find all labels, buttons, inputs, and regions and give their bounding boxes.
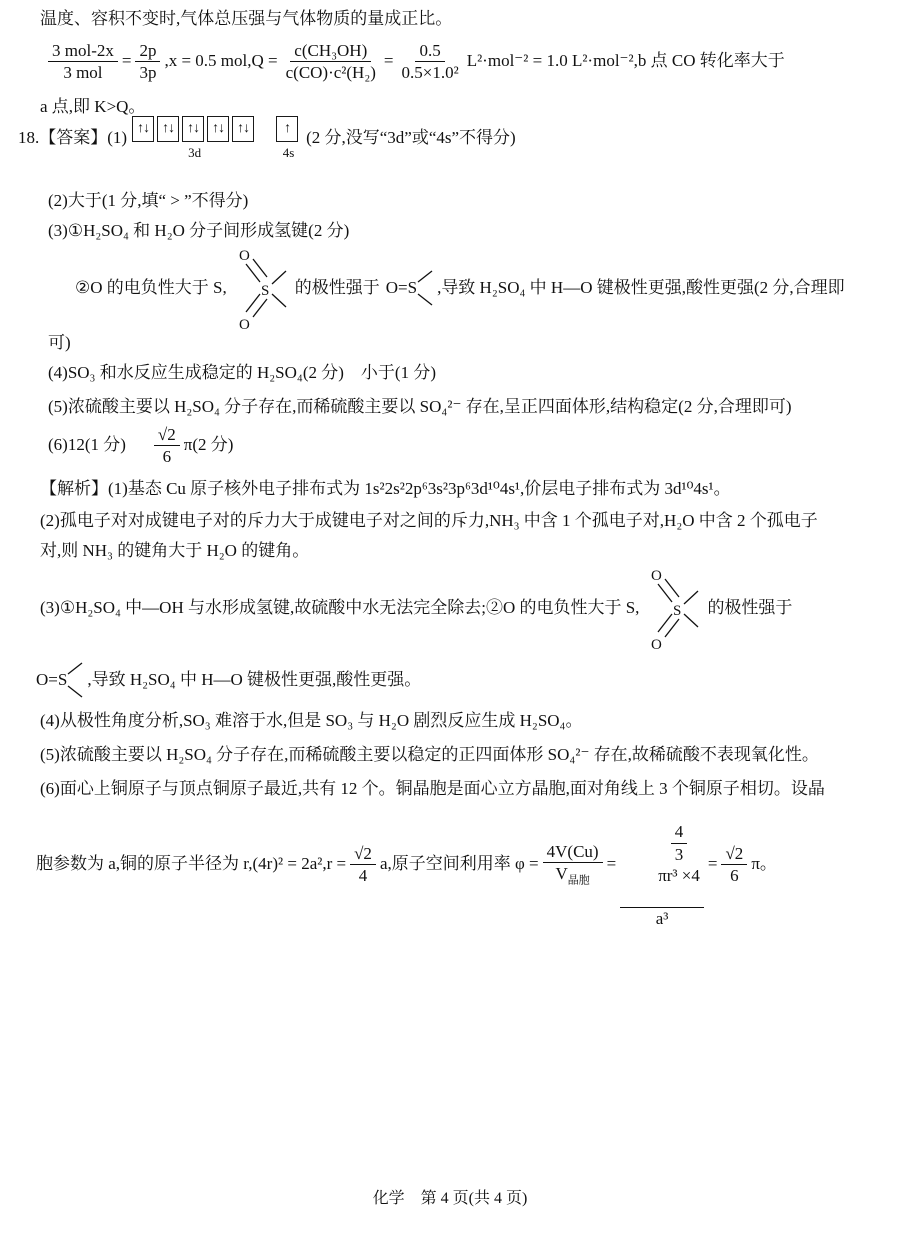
q18-part3a-text: (3)①H₂SO₄ 和 H₂O 分子间形成氢键(2 分) [48, 221, 350, 240]
answer-text: 的极性强于 [294, 277, 380, 297]
fraction-sqrt2-over-6 [721, 843, 747, 887]
orbital-box: ↑↓ [232, 116, 254, 142]
fraction-numerator: 3 mol-2x [48, 40, 118, 62]
fraction-denominator: 6 [730, 866, 739, 886]
q18-part3b-line [75, 244, 845, 332]
fraction-numerator: 2p [135, 40, 160, 62]
fraction-denominator: a³ [655, 909, 669, 929]
explanation-line3b [36, 660, 421, 700]
oxygen-atom-label: O [651, 637, 663, 652]
orbital-box: ↑ [276, 116, 298, 142]
explanation-text: a,原子空间利用率 φ = [379, 854, 539, 874]
explanation-line5: (5)浓硫酸主要以 H₂SO₄ 分子存在,而稀硫酸主要以稳定的正四面体形 SO₄²⁻ 存在,故稀硫酸不表现氧化性。 [40, 745, 819, 764]
explanation-line3a [40, 564, 792, 652]
fraction-numerator: 4 [671, 821, 688, 843]
orbital-diagram-3d [132, 116, 257, 162]
sulfinyl-bonds-diagram [67, 660, 85, 700]
fraction-denominator: 3 mol [63, 63, 103, 83]
orbital-label-3d: 3d [188, 145, 202, 160]
q18-part3b-continuation: 可) [48, 333, 71, 352]
explanation-text: 的极性强于 [707, 597, 793, 617]
sulfinyl-bonds-diagram [417, 268, 435, 308]
q18-answer-line1 [18, 116, 516, 162]
equals-sign: = [606, 854, 617, 874]
orbital-box-row [132, 116, 257, 142]
fraction-denominator: 3 [674, 844, 684, 864]
explanation-line2b: 对,则 NH₃ 的键角大于 H₂O 的键角。 [40, 541, 310, 560]
answer-text: π(2 分) [183, 435, 234, 455]
answer-label: 【答案】 [39, 128, 108, 148]
oxygen-atom-label: O [651, 568, 663, 584]
fraction-denominator: 3p [139, 63, 157, 83]
fraction-numerator: √2 [721, 843, 747, 865]
explanation-text: (1)基态 Cu 原子核外电子排布式为 1s²2s²2p⁶3s²3p⁶3d¹⁰4s¹,价层电子排布式为 3d¹⁰4s¹。 [108, 479, 731, 498]
orbital-label-4s: 4s [282, 145, 295, 160]
sulfuryl-structure-diagram [231, 244, 291, 332]
equals-sign: = [121, 51, 132, 71]
fraction-q-expression [282, 40, 380, 84]
math-text: πr³ ×4 [658, 865, 700, 885]
q18-part5-text: (5)浓硫酸主要以 H₂SO₄ 分子存在,而稀硫酸主要以 SO₄²⁻ 存在,呈正四面体形,结构稳定(2 分,合理即可) [48, 397, 792, 416]
orbital-diagram-4s [276, 116, 301, 162]
explanation-text: (3)①H₂SO₄ 中—OH 与水形成氢键,故硫酸中水无法完全除去;②O 的电负性大于 S, [40, 597, 640, 617]
fraction-denominator: 6 [162, 447, 172, 467]
fraction-denominator: 4 [358, 866, 368, 886]
fraction-denominator: c(CO)·c²(H₂) [285, 63, 376, 83]
equals-sign: = [383, 51, 394, 71]
fraction-mol [48, 40, 118, 84]
orbital-box: ↑↓ [207, 116, 229, 142]
q17-intro-text: 温度、容积不变时,气体总压强与气体物质的量成正比。 [40, 9, 453, 28]
q17-formula-line [44, 40, 785, 84]
part-number: (1) [107, 128, 128, 148]
answer-text: ②O 的电负性大于 S, [75, 277, 227, 297]
unit-cell-subscript: 晶胞 [567, 874, 590, 887]
scoring-note: (2 分,没写“3d”或“4s”不得分) [306, 128, 516, 148]
fraction-numerator [620, 800, 704, 908]
explanation-text: ,导致 H₂SO₄ 中 H—O 键极性更强,酸性更强。 [87, 669, 422, 689]
explanation-line2a: (2)孤电子对对成键电子对的斥力大于成键电子对之间的斥力,NH₃ 中含 1 个孤电子对,H₂O 中含 2 个孤电子 [40, 511, 818, 530]
math-text: ,x = 0.5 mol,Q = [164, 51, 278, 71]
orbital-box: ↑↓ [182, 116, 204, 142]
volume-symbol: V [555, 864, 568, 884]
fraction-numerator: 0.5 [415, 40, 444, 62]
fraction-denominator [551, 863, 593, 888]
fraction-sphere-volume [620, 800, 704, 930]
explanation-line6a: (6)面心上铜原子与顶点铜原子最近,共有 12 个。铜晶胞是面心立方晶胞,面对角线上 3 个铜原子相切。设晶 [40, 779, 825, 798]
orbital-box: ↑↓ [132, 116, 154, 142]
page-footer: 化学 第 4 页(共 4 页) [372, 1190, 528, 1207]
fraction-packing-ratio [543, 841, 603, 888]
question-number: 18. [18, 128, 40, 148]
q17-conclusion-text: a 点,即 K>Q。 [40, 97, 146, 116]
math-text: L²·mol⁻² = 1.0 L²·mol⁻²,b 点 CO 转化率大于 [466, 51, 785, 71]
sulfuryl-structure-diagram [643, 564, 703, 652]
explanation-text: π。 [751, 854, 777, 874]
orbital-box: ↑↓ [157, 116, 179, 142]
fraction-numerator: √2 [154, 424, 180, 446]
fraction-pressure [135, 40, 160, 84]
answer-text: ,导致 H₂SO₄ 中 H—O 键极性更强,酸性更强(2 分,合理即 [437, 277, 845, 297]
sulfur-atom-label: S [260, 283, 270, 299]
explanation-text: 胞参数为 a,铜的原子半径为 r,(4r)² = 2a²,r = [36, 854, 347, 874]
answer-text: (6)12(1 分) [48, 435, 126, 455]
oxygen-atom-label: O [238, 317, 250, 332]
equals-sign: = [707, 854, 718, 874]
sulfinyl-formula-text: O=S [385, 277, 418, 297]
sulfinyl-formula-text: O=S [36, 669, 68, 689]
fraction-four-thirds [671, 821, 688, 865]
explanation-line1 [40, 478, 731, 501]
fraction-sqrt2-over-4 [350, 843, 376, 887]
fraction-numerator: 4V(Cu) [543, 841, 603, 863]
explanation-label: 【解析】 [40, 479, 108, 498]
fraction-numerator: c(CH₃OH) [290, 40, 371, 62]
fraction-sqrt2-over-6 [154, 424, 180, 468]
explanation-line4: (4)从极性角度分析,SO₃ 难溶于水,但是 SO₃ 与 H₂O 剧烈反应生成 H₂SO₄。 [40, 711, 583, 730]
q18-part6-line [48, 424, 233, 468]
explanation-line6b [36, 800, 777, 930]
q18-part4-text: (4)SO₃ 和水反应生成稳定的 H₂SO₄(2 分) 小于(1 分) [48, 363, 436, 382]
fraction-denominator: 0.5×1.0² [401, 63, 459, 83]
orbital-box-row [276, 116, 301, 142]
sulfur-atom-label: S [673, 603, 682, 619]
oxygen-atom-label: O [238, 248, 250, 264]
fraction-q-value [398, 40, 463, 84]
q18-part2-text: (2)大于(1 分,填“ > ”不得分) [48, 191, 249, 210]
fraction-numerator: √2 [350, 843, 376, 865]
